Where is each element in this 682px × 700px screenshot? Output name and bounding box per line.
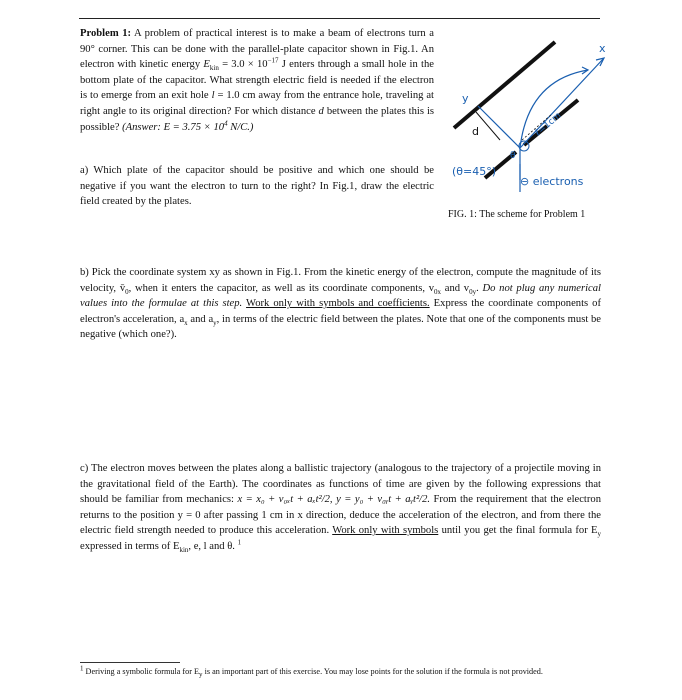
- theta-note: (θ=45°): [452, 165, 497, 178]
- x-axis: [520, 58, 604, 148]
- part-b-question: b) Pick the coordinate system xy as shown in Fig.1. From the kinetic energy of the electron, compute the magnitude of its velocity, $v̄_0$, when it enters the capacitor, as well as its coordinate components, $v_{0x}$ and $v_{0y}$. Do not plug any numerical values into the formulae at this step. Work only with symbols and coefficients. Express the coordinate components of electron's acceleration, $a_x$ and $a_y$, in terms of the electric field between the plates. Note that one of the components must be negative (which one?).: [80, 267, 602, 341]
- ekin-subscript: kin: [209, 64, 219, 73]
- label-d: d: [472, 125, 479, 138]
- problem-statement: [80, 26, 434, 135]
- part-c-question: c) The electron moves between the plates along a ballistic trajectory (analogous to the trajectory of a projectile moving in the gravitational field of the Earth). The coordinates as functions of time are given by the following expressions that should be familiar from mechanics: x = x₀ + v₀ₓt + aₓt²/2, y = y₀ + v₀ᵧt + aᵧt²/2. From the requirement that the electron returns to the position y = 0 after passing 1 cm in x direction, deduce the acceleration of the electron, and from there the electric field strength needed to produce this acceleration. Work only with symbols until you get the final formula for $E_y$ expressed in terms of $E_{kin}$, e, l and θ. $^1$: [80, 463, 601, 555]
- underlined-note: Work only with symbols and coefficients.: [246, 298, 430, 310]
- answer-text: (Answer: $E = 3.75 \times 10^4$ N/C.): [122, 119, 254, 133]
- statement-text: enters through a small hole in the bottom plate of the capacitor. What strength electric field is needed if the electron is to emerge from an exit hole: [80, 59, 434, 102]
- label-x: x: [599, 42, 606, 55]
- l-symbol: l: [211, 90, 215, 102]
- statement-text: A problem of practical interest is to make a beam of electrons turn a 90° corner. This can be done with the parallel-plate capacitor shown in Fig.1. An electron with kinetic energy: [80, 28, 434, 71]
- label-y: y: [462, 92, 469, 105]
- ekin-exponent: −17: [267, 56, 279, 65]
- problem-heading: Problem 1:: [80, 28, 132, 39]
- ekin-value: = 3.0 × 10: [218, 59, 268, 71]
- kinematics-formula: x = x₀ + v₀ₓt + aₓt²/2, y = y₀ + v₀ᵧt + aᵧt²/2.: [237, 494, 431, 506]
- footnote-mark: 1: [237, 538, 242, 547]
- label-l: ℓ=1cm: [533, 110, 564, 139]
- upper-plate: [454, 42, 555, 128]
- ekin-symbol: E: [203, 59, 210, 71]
- statement-text: between the plates this is possible?: [80, 105, 435, 133]
- statement-text: = 1.0 cm away from the entrance hole, traveling at right angle to its original direction? For which distance: [80, 90, 434, 117]
- italic-note: Do not plug any numerical values into the formulae at this step.: [80, 282, 601, 310]
- footnote-rule: [80, 662, 180, 663]
- ekin-unit: J: [278, 59, 286, 71]
- label-theta: θ: [510, 151, 516, 161]
- footnote: $^1$ Deriving a symbolic formula for $E_y$ is an important part of this exercise. You may lose points for the solution if the formula is not provided.: [80, 664, 543, 679]
- figure-caption: FIG. 1: The scheme for Problem 1: [448, 209, 586, 220]
- electrons-note: ⊖ electrons: [520, 175, 584, 188]
- answer-exponent: 4: [224, 119, 228, 128]
- d-symbol: d: [318, 105, 324, 117]
- part-a-question: a) Which plate of the capacitor should be positive and which one should be negative if you want the electron to turn to the right? In Fig.1, draw the electric field created by the plates.: [80, 165, 434, 208]
- y-axis: [478, 106, 520, 148]
- top-rule: [79, 18, 600, 19]
- underlined-note: Work only with symbols: [332, 525, 439, 537]
